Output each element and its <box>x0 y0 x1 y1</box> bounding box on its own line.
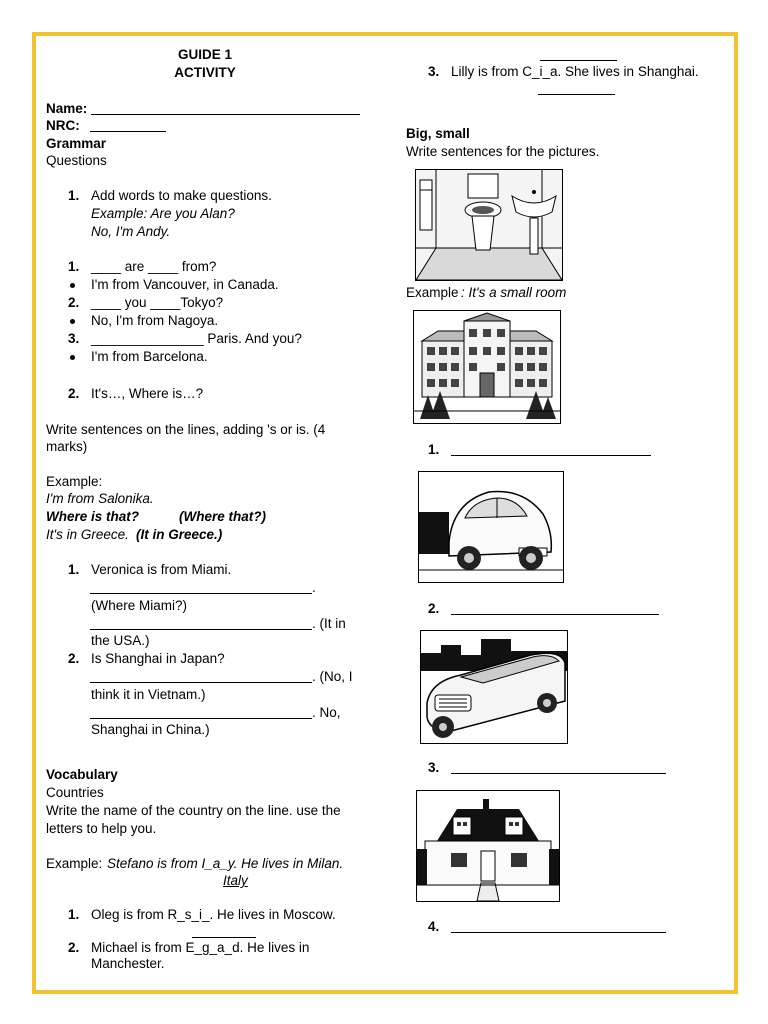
vocab-item-cont: Manchester. <box>91 956 165 971</box>
picture-answer-line[interactable] <box>451 932 666 933</box>
limousine-picture <box>420 630 568 744</box>
picture-num: 1. <box>428 442 440 457</box>
q1-tail: . (It in <box>312 616 346 631</box>
bigsmall-heading: Big, small <box>406 126 470 141</box>
q1-num: 1. <box>68 562 80 577</box>
grammar-heading: Grammar <box>46 136 107 151</box>
picture-answer-line[interactable] <box>451 773 666 774</box>
example-line: I'm from Salonika. <box>46 491 154 506</box>
bigsmall-example-text: : It's a small room <box>461 285 567 300</box>
grammar-sub: Questions <box>46 153 107 168</box>
bullet-icon <box>70 319 75 324</box>
item-num: 3. <box>68 331 80 346</box>
item-text: ____ are ____ from? <box>91 259 217 274</box>
picture-num: 3. <box>428 760 440 775</box>
task1-text: Add words to make questions. <box>91 188 272 203</box>
picture-answer-line[interactable] <box>451 455 651 456</box>
picture-num: 2. <box>428 601 440 616</box>
example-answer: It's in Greece. <box>46 527 129 542</box>
item-answer: No, I'm from Nagoya. <box>91 313 219 328</box>
bathroom-picture <box>415 169 563 281</box>
name-field[interactable] <box>91 114 360 115</box>
bullet-icon <box>70 355 75 360</box>
house-picture <box>416 790 560 902</box>
task1-answer: No, I'm Andy. <box>91 224 171 239</box>
q1-hint: (Where Miami?) <box>91 598 188 613</box>
small-car-picture <box>418 471 564 583</box>
item-answer: I'm from Barcelona. <box>91 349 208 364</box>
vocab-answer-line-2[interactable] <box>538 94 615 95</box>
q2-answer-line-2[interactable] <box>90 718 312 719</box>
bigsmall-example-label: Example <box>406 285 459 300</box>
q1-text: Veronica is from Miami. <box>91 562 232 577</box>
vocab-item-num: 3. <box>428 64 440 79</box>
example-hint: (Where that?) <box>179 509 266 524</box>
task1-example: Example: Are you Alan? <box>91 206 235 221</box>
task1-num: 1. <box>68 188 80 203</box>
example-question: Where is that? <box>46 509 140 524</box>
guide-title: GUIDE 1 <box>177 47 232 62</box>
task2-text: It's…, Where is…? <box>91 386 204 401</box>
bigsmall-instructions: Write sentences for the pictures. <box>406 144 600 159</box>
q2-tail-2: . No, <box>312 705 341 720</box>
q1-answer-line[interactable] <box>90 593 312 594</box>
vocabulary-instructions: Write the name of the country on the line. use the <box>46 803 341 818</box>
vocabulary-sub: Countries <box>46 785 104 800</box>
q1-cont: the USA.) <box>91 633 150 648</box>
item-num: 2. <box>68 295 80 310</box>
example-label: Example: <box>46 474 103 489</box>
item-text: _______________ Paris. And you? <box>91 331 302 346</box>
instructions-cont: marks) <box>46 439 88 454</box>
instructions: Write sentences on the lines, adding 's or is. (4 <box>46 422 326 437</box>
task2-num: 2. <box>68 386 80 401</box>
q2-cont: think it in Vietnam.) <box>91 687 206 702</box>
vocabulary-instructions-cont: letters to help you. <box>46 821 157 836</box>
vocab-example-text: Stefano is from I_a_y. He lives in Milan. <box>107 856 344 871</box>
q2-cont-2: Shanghai in China.) <box>91 722 210 737</box>
nrc-field[interactable] <box>90 131 166 132</box>
q2-num: 2. <box>68 651 80 666</box>
vocab-item-num: 1. <box>68 907 80 922</box>
vocab-item-num: 2. <box>68 940 80 955</box>
vocab-item-text: Oleg is from R_s_i_. He lives in Moscow. <box>91 907 336 922</box>
item-answer: I'm from Vancouver, in Canada. <box>91 277 279 292</box>
vocab-item-text: Lilly is from C_i_a. She lives in Shanghai. <box>451 64 699 79</box>
vocab-answer-line[interactable] <box>192 937 256 938</box>
nrc-label: NRC: <box>46 118 80 133</box>
q2-text: Is Shanghai in Japan? <box>91 651 225 666</box>
vocab-example-label: Example: <box>46 856 103 871</box>
q1-period: . <box>312 580 316 595</box>
bullet-icon <box>70 283 75 288</box>
q2-answer-line[interactable] <box>90 682 312 683</box>
item-num: 1. <box>68 259 80 274</box>
activity-title: ACTIVITY <box>174 65 236 80</box>
name-label: Name: <box>46 101 88 116</box>
q1-answer-line-2[interactable] <box>90 629 312 630</box>
picture-num: 4. <box>428 919 440 934</box>
example-answer-hint: (It in Greece.) <box>136 527 223 542</box>
vocab-item-text: Michael is from E_g_a_d. He lives in <box>91 940 310 955</box>
vocab-answer-line[interactable] <box>540 60 617 61</box>
item-text: ____ you ____Tokyo? <box>91 295 224 310</box>
vocabulary-heading: Vocabulary <box>46 767 118 782</box>
vocab-example-answer: Italy <box>223 873 248 888</box>
q2-tail: . (No, I <box>312 669 353 684</box>
picture-answer-line[interactable] <box>451 614 659 615</box>
big-building-picture <box>413 310 561 424</box>
